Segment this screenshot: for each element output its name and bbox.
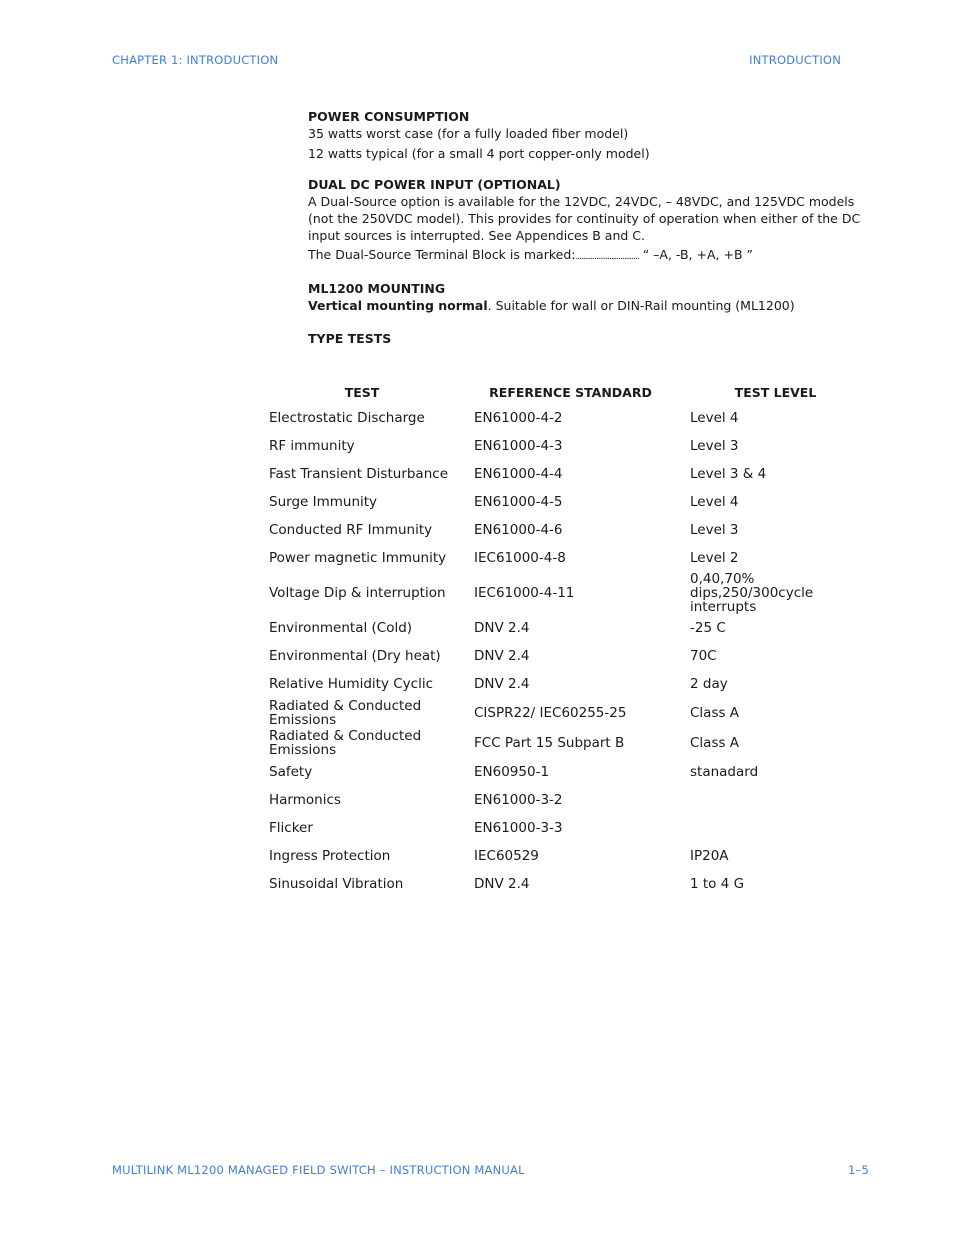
test-level: IP20A (690, 848, 729, 864)
table-row (262, 614, 872, 642)
test-name: Power magnetic Immunity (269, 550, 447, 566)
table-row (262, 728, 872, 758)
test-level: Class A (690, 705, 740, 721)
test-level: Level 3 (690, 438, 739, 454)
test-name: Ingress Protection (269, 848, 391, 864)
reference-standard: FCC Part 15 Subpart B (474, 735, 625, 751)
table-row (262, 814, 872, 842)
test-level: 1 to 4 G (690, 876, 745, 892)
reference-standard: EN61000-4-3 (474, 438, 563, 454)
power-consumption-worst-case: 35 watts worst case (for a fully loaded fiber model) (308, 126, 629, 141)
column-header-test: TEST (344, 384, 380, 400)
table-row (262, 870, 872, 898)
column-header-test-level: TEST LEVEL (734, 384, 817, 400)
mounting-heading: ML1200 MOUNTING (308, 281, 446, 296)
test-level: 2 day (690, 676, 728, 692)
test-name: Environmental (Cold) (269, 620, 413, 636)
table-row (262, 404, 872, 432)
test-level: Level 2 (690, 550, 739, 566)
test-name: Sinusoidal Vibration (269, 876, 404, 892)
test-name: Environmental (Dry heat) (269, 648, 441, 664)
table-row (262, 842, 872, 870)
test-level (679, 814, 872, 842)
reference-standard: EN61000-4-4 (474, 466, 563, 482)
test-level (679, 786, 872, 814)
terminal-marking-leader: .................................. (575, 252, 639, 262)
test-name: Fast Transient Disturbance (269, 466, 448, 482)
table-row (262, 670, 872, 698)
table-row (262, 516, 872, 544)
test-name: Conducted RF Immunity (269, 522, 433, 538)
test-name: Voltage Dip & interruption (269, 585, 446, 601)
table-row (262, 758, 872, 786)
table-row (262, 698, 872, 728)
test-name: Safety (269, 764, 313, 780)
mounting-emphasis: Vertical mounting normal (308, 298, 488, 313)
test-name: Radiated & Conducted Emissions (269, 698, 422, 728)
running-footer-title: MULTILINK ML1200 MANAGED FIELD SWITCH – INSTRUCTION MANUAL (112, 1163, 525, 1177)
test-level: Level 3 & 4 (690, 466, 767, 482)
table-row (262, 642, 872, 670)
reference-standard: EN61000-4-2 (474, 410, 563, 426)
type-tests-heading: TYPE TESTS (308, 331, 392, 346)
test-level: 0,40,70% dips,250/300cycle interrupts (690, 571, 814, 615)
terminal-marking-label: The Dual-Source Terminal Block is marked: (308, 247, 576, 262)
mounting-detail: . Suitable for wall or DIN-Rail mounting (ML1200) (487, 298, 795, 313)
dual-dc-terminal-marking (308, 246, 868, 266)
table-row (262, 786, 872, 814)
test-level: 70C (690, 648, 717, 664)
page-number: 1–5 (848, 1163, 869, 1177)
dual-dc-description: A Dual-Source option is available for the 12VDC, 24VDC, – 48VDC, and 125VDC models (not the 250VDC model). This provides for continuity of operation when either of the DC input sources is interrupted. See Appendices B and C. (308, 194, 861, 243)
reference-standard: EN61000-3-2 (474, 792, 563, 808)
test-level: Level 3 (690, 522, 739, 538)
power-consumption-heading: POWER CONSUMPTION (308, 109, 470, 124)
test-level: Class A (690, 735, 740, 751)
dual-dc-heading: DUAL DC POWER INPUT (OPTIONAL) (308, 177, 561, 192)
test-name: Surge Immunity (269, 494, 378, 510)
spec-content (308, 108, 868, 347)
reference-standard: IEC60529 (474, 848, 539, 864)
table-row (262, 432, 872, 460)
table-row (262, 460, 872, 488)
reference-standard: DNV 2.4 (474, 620, 530, 636)
reference-standard: EN61000-3-3 (474, 820, 563, 836)
running-header-chapter: CHAPTER 1: INTRODUCTION (112, 53, 279, 67)
reference-standard: CISPR22/ IEC60255-25 (474, 705, 627, 721)
table-row (262, 544, 872, 572)
test-name: RF immunity (269, 438, 355, 454)
power-consumption-typical: 12 watts typical (for a small 4 port copper-only model) (308, 146, 650, 161)
reference-standard: EN61000-4-6 (474, 522, 563, 538)
reference-standard: IEC61000-4-11 (474, 585, 575, 601)
reference-standard: DNV 2.4 (474, 876, 530, 892)
reference-standard: IEC61000-4-8 (474, 550, 566, 566)
reference-standard: DNV 2.4 (474, 648, 530, 664)
test-name: Flicker (269, 820, 313, 836)
table-row (262, 572, 872, 614)
test-name: Relative Humidity Cyclic (269, 676, 433, 692)
reference-standard: DNV 2.4 (474, 676, 530, 692)
test-level: -25 C (690, 620, 726, 636)
table-row (262, 488, 872, 516)
terminal-marking-value: “ –A, -B, +A, +B ” (638, 247, 753, 262)
reference-standard: EN61000-4-5 (474, 494, 563, 510)
running-header-section: INTRODUCTION (749, 53, 841, 67)
test-name: Harmonics (269, 792, 341, 808)
reference-standard: EN60950-1 (474, 764, 550, 780)
type-tests-table (262, 380, 872, 898)
test-name: Electrostatic Discharge (269, 410, 425, 426)
test-name: Radiated & Conducted Emissions (269, 728, 422, 758)
column-header-reference-standard: REFERENCE STANDARD (489, 384, 652, 400)
test-level: Level 4 (690, 494, 739, 510)
test-level: stanadard (690, 764, 759, 780)
test-level: Level 4 (690, 410, 739, 426)
mounting-description (308, 297, 868, 314)
